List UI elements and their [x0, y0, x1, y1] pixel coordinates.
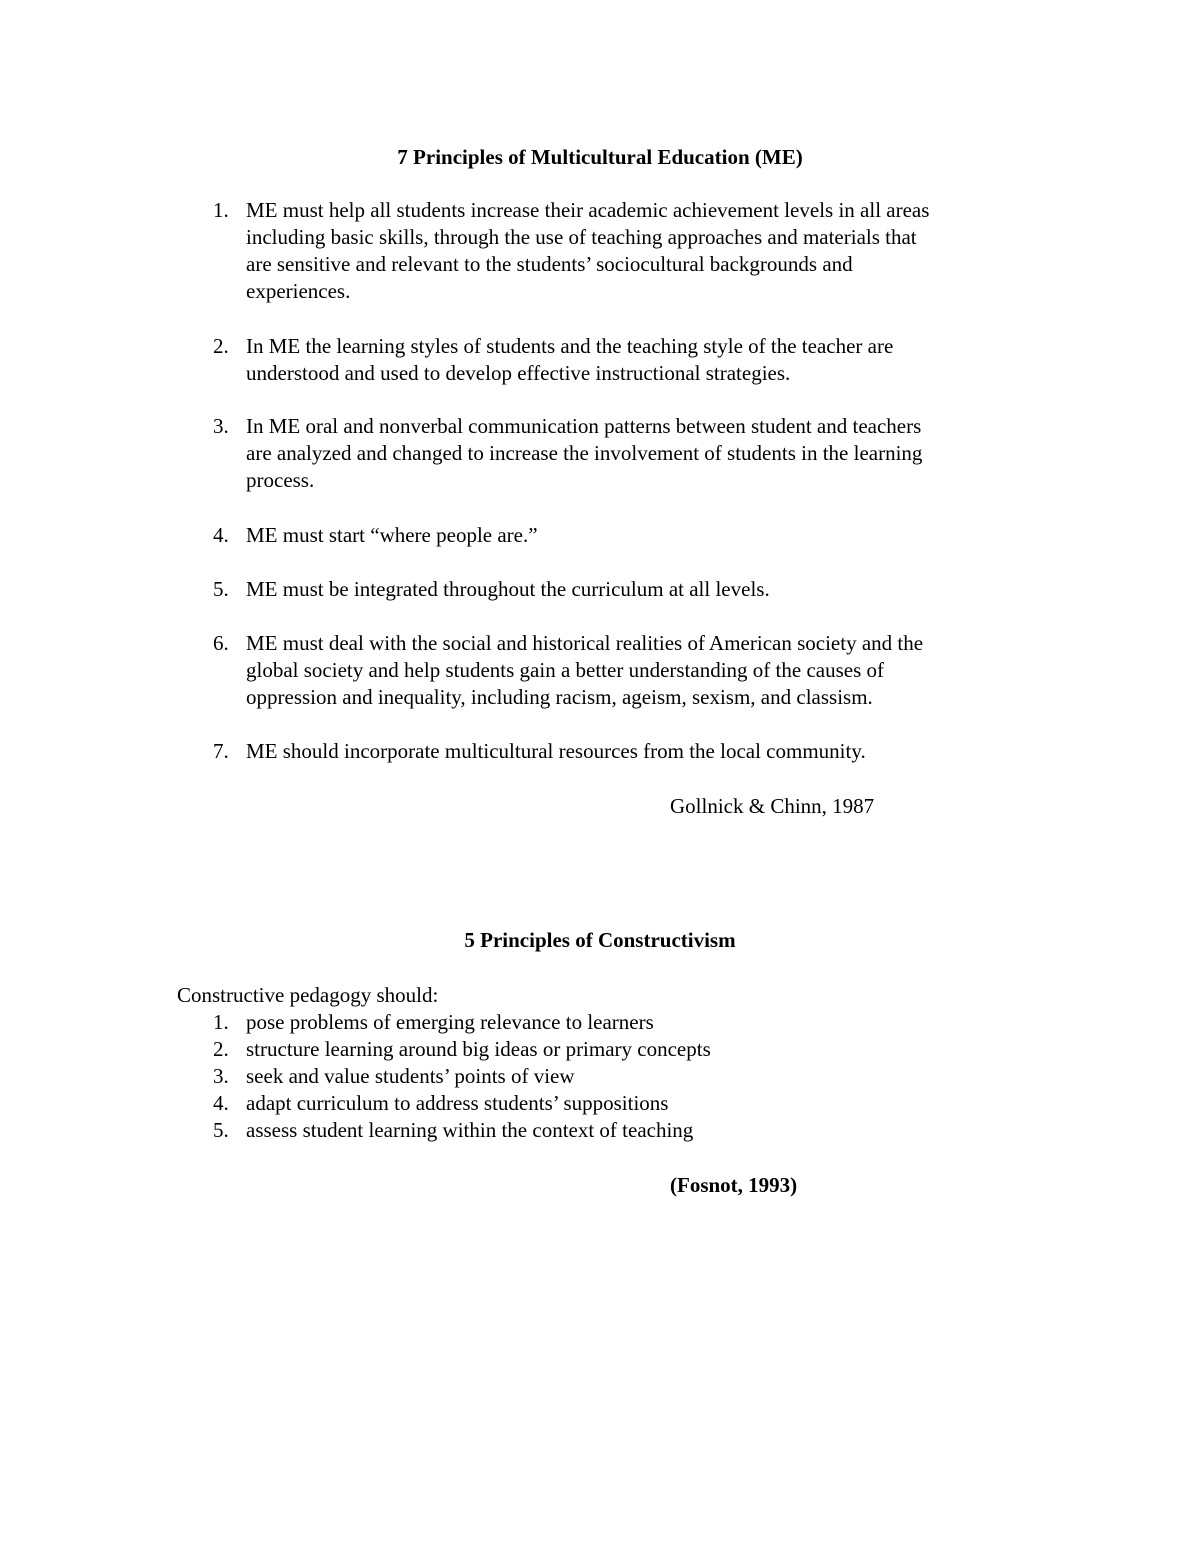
intro-text: Constructive pedagogy should: — [177, 983, 439, 1007]
list-item-text: adapt curriculum to address students’ suppositions — [246, 1091, 669, 1115]
list-item-text: structure learning around big ideas or primary concepts — [246, 1037, 711, 1061]
list-item-text: ME must help all students increase their academic achievement levels in all areas including basic skills, through the use of teaching approaches and materials that are sensitive and relevant to the students’ sociocultural backgrounds and experiences. — [246, 198, 930, 303]
list-item-number: 3. — [213, 1064, 229, 1088]
list-item-number: 5. — [213, 577, 229, 601]
list-item-number: 5. — [213, 1118, 229, 1142]
list-item-text: ME must be integrated throughout the curriculum at all levels. — [246, 577, 770, 601]
list-item-number: 6. — [213, 631, 229, 655]
list-item-text: ME should incorporate multicultural resources from the local community. — [246, 739, 866, 763]
list-item-number: 2. — [213, 1037, 229, 1061]
list-item-text: pose problems of emerging relevance to learners — [246, 1010, 654, 1034]
list-item-text: In ME the learning styles of students and the teaching style of the teacher are understood and used to develop effective instructional strategies. — [246, 334, 894, 385]
list-item-number: 1. — [213, 198, 229, 222]
list-item-number: 4. — [213, 1091, 229, 1115]
list-item-number: 3. — [213, 414, 229, 438]
citation: (Fosnot, 1993) — [670, 1173, 798, 1197]
list-item-number: 4. — [213, 523, 229, 547]
list-item-number: 1. — [213, 1010, 229, 1034]
section1-title: 7 Principles of Multicultural Education (ME) — [397, 145, 803, 169]
list-item-number: 7. — [213, 739, 229, 763]
list-item-number: 2. — [213, 334, 229, 358]
list-item-text: assess student learning within the context of teaching — [246, 1118, 694, 1142]
citation: Gollnick & Chinn, 1987 — [670, 794, 875, 818]
list-item-text: In ME oral and nonverbal communication patterns between student and teachers are analyzed and changed to increase the involvement of students in the learning process. — [246, 414, 923, 492]
list-item-text: seek and value students’ points of view — [246, 1064, 575, 1088]
section2-title: 5 Principles of Constructivism — [464, 928, 736, 952]
list-item-text: ME must deal with the social and historical realities of American society and the global society and help students gain a better understanding of the causes of oppression and inequality, including racism, ageism, sexism, and classism. — [246, 631, 924, 709]
list-item-text: ME must start “where people are.” — [246, 523, 538, 547]
